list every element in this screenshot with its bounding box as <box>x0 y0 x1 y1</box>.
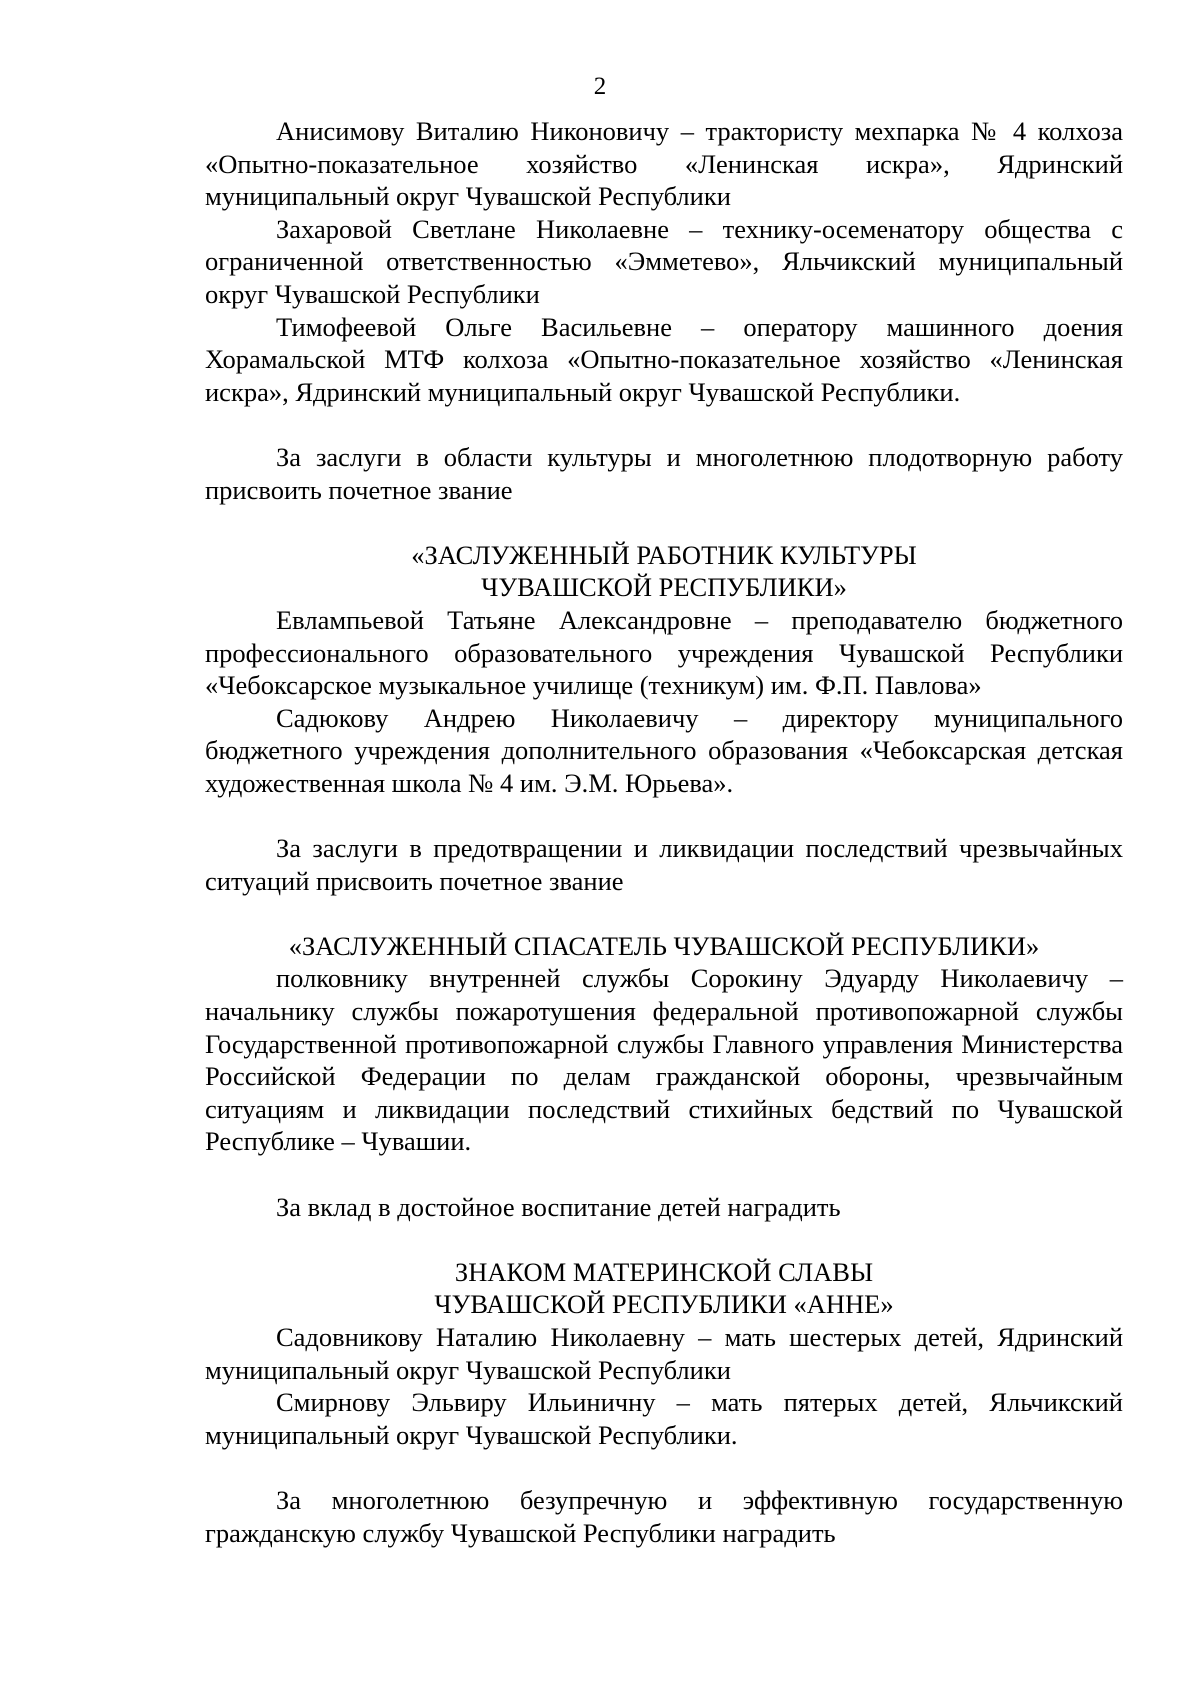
award-title-heading <box>205 539 1123 604</box>
paragraph: полковнику внутренней службы Сорокину Эдуарду Николаевичу – начальнику службы пожаротушения федеральной противопожарной службы Государственной противопожарной службы Главного управления Министерства Российской Федерации по делам гражданской обороны, чрезвычайным ситуациям и ликвидации последствий стихийных бедствий по Чувашской Республике – Чувашии. <box>205 963 1123 1157</box>
paragraph: За заслуги в предотвращении и ликвидации последствий чрезвычайных ситуаций присвоить почетное звание <box>205 833 1123 896</box>
award-title-line: «ЗАСЛУЖЕННЫЙ СПАСАТЕЛЬ ЧУВАШСКОЙ РЕСПУБЛИКИ» <box>288 930 1040 961</box>
paragraph-spacer <box>205 799 1123 832</box>
award-title-line: «ЗАСЛУЖЕННЫЙ РАБОТНИК КУЛЬТУРЫ <box>411 539 917 570</box>
paragraph: За заслуги в области культуры и многолетнюю плодотворную работу присвоить почетное звание <box>205 441 1123 505</box>
award-title-line: ЗНАКОМ МАТЕРИНСКОЙ СЛАВЫ <box>454 1256 874 1287</box>
document-body <box>205 115 1123 1549</box>
award-title-line: ЧУВАШСКОЙ РЕСПУБЛИКИ «АННЕ» <box>434 1289 894 1320</box>
award-title-heading <box>205 930 1123 963</box>
paragraph: За многолетнюю безупречную и эффективную государственную гражданскую службу Чувашской Республики наградить <box>205 1484 1123 1548</box>
paragraph: Анисимову Виталию Никоновичу – трактористу мехпарка № 4 колхоза «Опытно-показательное хозяйство «Ленинская искра», Ядринский муниципальный округ Чувашской Республики <box>205 116 1123 212</box>
paragraph-spacer <box>205 897 1123 930</box>
paragraph-spacer <box>205 1223 1123 1256</box>
page-number: 2 <box>593 73 607 100</box>
paragraph: Смирнову Эльвиру Ильиничну – мать пятерых детей, Яльчикский муниципальный округ Чувашской Республики. <box>205 1387 1123 1450</box>
paragraph: Евлампьевой Татьяне Александровне – преподавателю бюджетного профессионального образовательного учреждения Чувашской Республики «Чебоксарское музыкальное училище (техникум) им. Ф.П. Павлова» <box>205 604 1123 701</box>
paragraph: Садовникову Наталию Николаевну – мать шестерых детей, Ядринский муниципальный округ Чувашской Республики <box>205 1321 1123 1385</box>
paragraph: Захаровой Светлане Николаевне – технику-осеменатору общества с ограниченной ответственностью «Эмметево», Яльчикский муниципальный округ Чувашской Республики <box>205 213 1123 309</box>
award-title-heading <box>205 1256 1123 1321</box>
paragraph-spacer <box>205 1451 1123 1484</box>
paragraph: Садюкову Андрею Николаевичу – директору муниципального бюджетного учреждения дополнительного образования «Чебоксарская детская художественная школа № 4 им. Э.М. Юрьева». <box>205 702 1123 798</box>
paragraph-spacer <box>205 506 1123 539</box>
paragraph-spacer <box>205 408 1123 441</box>
award-title-line: ЧУВАШСКОЙ РЕСПУБЛИКИ» <box>481 572 847 603</box>
paragraph: За вклад в достойное воспитание детей наградить <box>276 1191 841 1222</box>
paragraph: Тимофеевой Ольге Васильевне – оператору машинного доения Хорамальской МТФ колхоза «Опытно-показательное хозяйство «Ленинская искра», Ядринский муниципальный округ Чувашской Республики. <box>205 311 1123 407</box>
paragraph-spacer <box>205 1158 1123 1191</box>
